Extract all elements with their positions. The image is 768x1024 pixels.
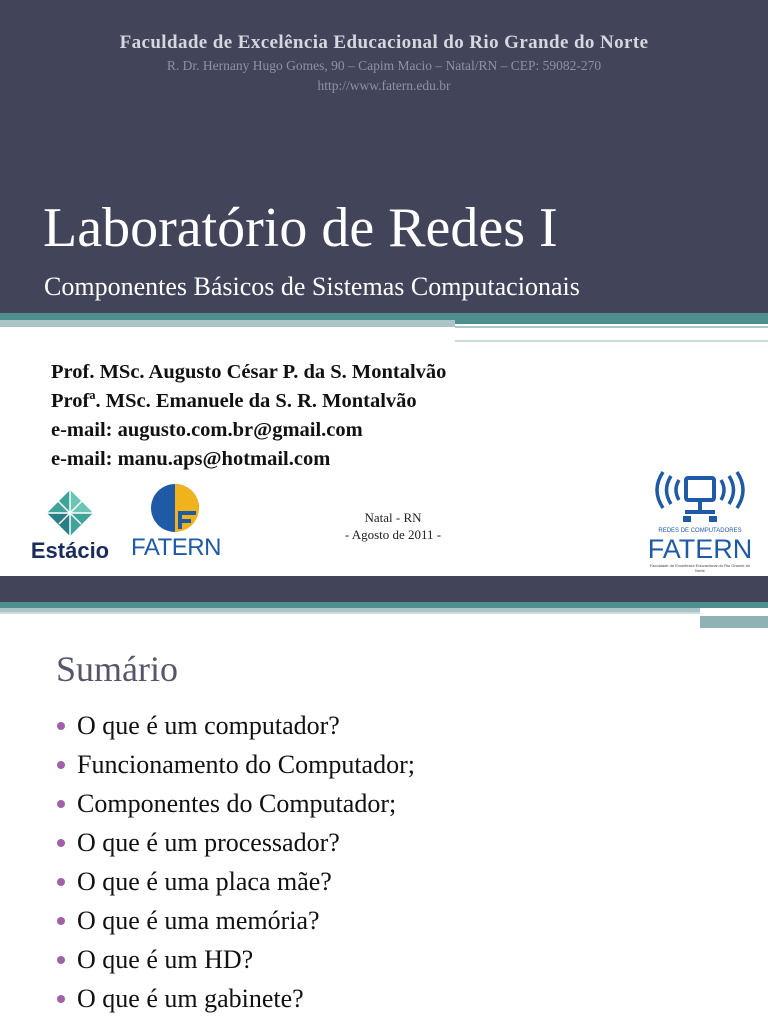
- network-computer-icon: [645, 470, 755, 526]
- estacio-logo: [20, 486, 120, 566]
- list-item-text: Componentes do Computador;: [77, 789, 397, 818]
- list-item: [56, 940, 415, 979]
- list-item-text: Funcionamento do Computador;: [77, 750, 415, 779]
- redes-tagline: Faculdade de Excelência Educacional do Rio Grande do Norte: [649, 563, 751, 573]
- summary-slide: [0, 576, 768, 1024]
- stripe-light-teal: [0, 320, 455, 327]
- bullet-icon: [57, 722, 65, 730]
- slide-subtitle: Componentes Básicos de Sistemas Computacionais: [44, 272, 580, 301]
- stripe-accent: [455, 326, 768, 328]
- list-item: [56, 745, 415, 784]
- author-1-email[interactable]: e-mail: augusto.com.br@gmail.com: [51, 419, 363, 441]
- list-item: [56, 979, 415, 1018]
- bullet-icon: [57, 878, 65, 886]
- summary-stripe-bottom: [0, 612, 700, 614]
- fatern-emblem-icon: [128, 482, 224, 534]
- estacio-logo-text: Estácio: [30, 538, 110, 563]
- location: Natal - RN: [364, 510, 422, 525]
- stripe-light-teal-right: [455, 320, 768, 324]
- list-item: [56, 862, 415, 901]
- author-2-email[interactable]: e-mail: manu.aps@hotmail.com: [51, 448, 331, 470]
- list-item: [56, 823, 415, 862]
- redes-logo-text: FATERN: [647, 534, 753, 564]
- slide-title: Laboratório de Redes I: [43, 197, 558, 259]
- list-item-text: O que é uma placa mãe?: [77, 867, 332, 896]
- list-item-text: O que é uma memória?: [77, 906, 320, 935]
- summary-stripe-right-edge: [700, 616, 768, 628]
- fatern-logo-text: FATERN: [131, 534, 221, 561]
- date: - Agosto de 2011 -: [344, 527, 442, 542]
- institution-name: Faculdade de Excelência Educacional do Rio Grande do Norte: [119, 32, 649, 53]
- bullet-icon: [57, 800, 65, 808]
- estacio-diamond-icon: [20, 486, 120, 538]
- redes-computadores-logo: [645, 470, 755, 574]
- list-item-text: O que é um HD?: [77, 945, 254, 974]
- fatern-logo: [128, 482, 224, 566]
- list-item: [56, 706, 415, 745]
- list-item-text: O que é um gabinete?: [77, 984, 304, 1013]
- summary-top-band: [0, 576, 768, 602]
- author-2: Profª. MSc. Emanuele da S. R. Montalvão: [51, 390, 417, 412]
- bullet-icon: [57, 917, 65, 925]
- list-item-text: O que é um processador?: [77, 828, 340, 857]
- location-date: [300, 509, 486, 543]
- list-item-text: O que é um computador?: [77, 711, 340, 740]
- list-item: [56, 784, 415, 823]
- authors-block: [51, 358, 446, 474]
- stripe-accent-right: [455, 340, 768, 342]
- institution-website[interactable]: http://www.fatern.edu.br: [317, 78, 451, 93]
- bullet-icon: [57, 839, 65, 847]
- summary-title: Sumário: [56, 649, 178, 689]
- redes-caption: REDES DE COMPUTADORES: [658, 528, 742, 534]
- bullet-icon: [57, 995, 65, 1003]
- list-item: [56, 901, 415, 940]
- institution-address: R. Dr. Hernany Hugo Gomes, 90 – Capim Macio – Natal/RN – CEP: 59082-270: [166, 58, 602, 73]
- summary-list: [56, 706, 415, 1018]
- author-1: Prof. MSc. Augusto César P. da S. Montalvão: [51, 361, 447, 383]
- bullet-icon: [57, 761, 65, 769]
- bullet-icon: [57, 956, 65, 964]
- stripe-dark-teal: [0, 313, 768, 320]
